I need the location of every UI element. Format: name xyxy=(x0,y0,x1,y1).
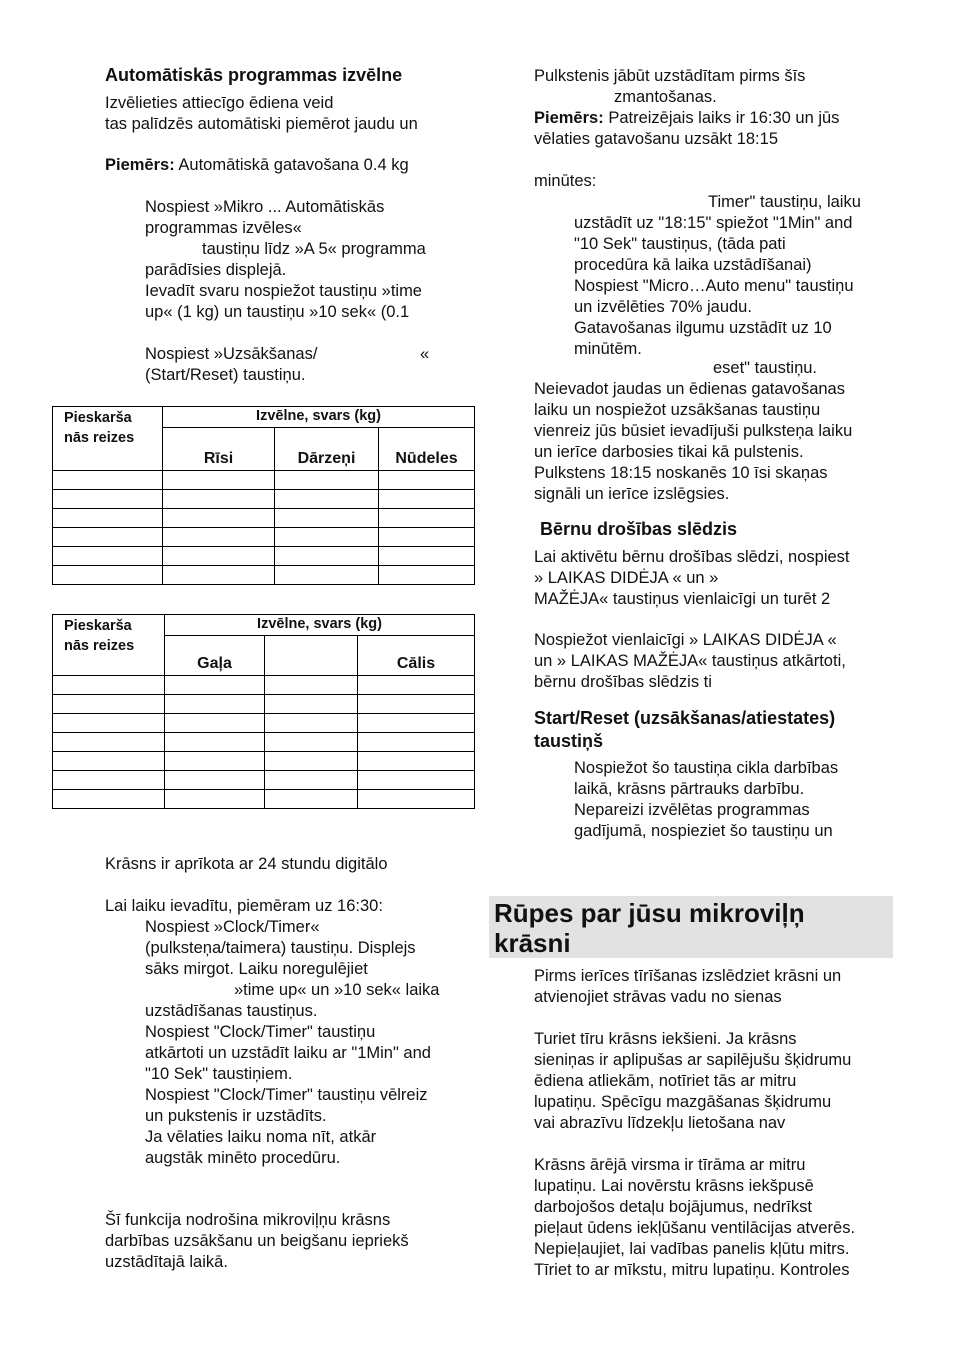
table-row xyxy=(53,566,475,585)
table-corner-header: Pieskarša nās reizes xyxy=(53,615,165,676)
preset-step-line: procedūra kā laika uzstādīšanai) xyxy=(574,256,812,274)
auto-step-line: programmas izvēles« xyxy=(145,219,302,237)
preset-top-line: zmantošanas. xyxy=(614,88,717,106)
auto-text-line: tas palīdzēs automātiski piemērot jaudu un xyxy=(105,115,418,133)
care-line: darbojošos detaļu bojājumus, nedrīkst xyxy=(534,1198,812,1216)
weight-table-1 xyxy=(52,406,475,585)
clock-step-line: un pukstenis ir uzstādīts. xyxy=(145,1107,327,1125)
start-reset-line: Nepareizi izvēlētas programmas xyxy=(574,801,810,819)
child-lock-line: » LAIKAS DIDĖJA « un » xyxy=(534,569,719,587)
care-line: lupatiņu. Spēcīgu mazgāšanas šķidrumu xyxy=(534,1093,832,1111)
start-reset-line: gadījumā, nospieziet šo taustiņu un xyxy=(574,822,833,840)
preset-step-line: "10 Sek" taustiņus, (tāda pati xyxy=(574,235,786,253)
care-line: vai abrazīvu līdzekļu lietošana nav xyxy=(534,1114,786,1132)
clock-step-line: "10 Sek" taustiņiem. xyxy=(145,1065,293,1083)
child-lock-line: MAŽĖJA« taustiņus vienlaicīgi un turēt 2 xyxy=(534,590,831,608)
example-text: Patreizējais laiks ir 16:30 un jūs xyxy=(608,109,840,127)
auto-program-title: Automātiskās programmas izvēlne xyxy=(105,65,403,85)
preset-example xyxy=(534,108,839,129)
preset-step-line: un izvēlēties 70% jaudu. xyxy=(574,298,752,316)
auto-step-quote: « xyxy=(420,345,430,363)
care-line: Krāsns ārējā virsma ir tīrāma ar mitru xyxy=(534,1156,806,1174)
care-line: pieļaut ūdens iekļūšanu ventilācijas atverēs. xyxy=(534,1219,856,1237)
weight-table-2 xyxy=(52,614,475,809)
start-reset-title: Start/Reset (uzsākšanas/atiestates) xyxy=(534,708,836,728)
table-group-header: Izvēlne, svars (kg) xyxy=(163,407,475,428)
table-row xyxy=(53,733,475,752)
start-reset-line: Nospiežot šo taustiņa cikla darbības xyxy=(574,759,839,777)
clock-step-line: Nospiest "Clock/Timer" taustiņu xyxy=(145,1023,376,1041)
child-lock-title: Bērnu drošības slēdzis xyxy=(540,519,738,539)
care-line: sieniņas ir aplipušas ar sapilējušu šķidrumu xyxy=(534,1051,852,1069)
table-row xyxy=(53,771,475,790)
example-label: Piemērs: xyxy=(534,109,604,127)
auto-step-line: (Start/Reset) taustiņu. xyxy=(145,366,306,384)
table-column-header: Rīsi xyxy=(163,428,275,471)
child-lock-line: Lai aktivētu bērnu drošības slēdzi, nospiest xyxy=(534,548,850,566)
clock-step-line: Nospiest »Clock/Timer« xyxy=(145,918,320,936)
care-line: Pirms ierīces tīrīšanas izslēdziet krāsni un xyxy=(534,967,842,985)
preset-top-line: Pulkstenis jābūt uzstādītam pirms šīs xyxy=(534,67,806,85)
preset-note-line: vienreiz jūs būsiet ievadījuši pulksteņa laiku xyxy=(534,422,853,440)
clock-step-line: (pulksteņa/taimera) taustiņu. Displejs xyxy=(145,939,416,957)
table-row xyxy=(53,752,475,771)
clock-step-line: Ja vēlaties laiku noma nīt, atkār xyxy=(145,1128,377,1146)
preset-note-line: Neievadot jaudas un ēdienas gatavošanas xyxy=(534,380,845,398)
clock-step-line: sāks mirgot. Laiku noregulējiet xyxy=(145,960,368,978)
clock-step-line: uzstādīšanas taustiņus. xyxy=(145,1002,318,1020)
care-line: Nepieļaujiet, lai vadības panelis kļūtu mitrs. xyxy=(534,1240,850,1258)
table-row xyxy=(53,528,475,547)
auto-step-line: taustiņu līdz »A 5« programma xyxy=(202,240,426,258)
clock-step-line: »time up« un »10 sek« laika xyxy=(234,981,440,999)
example-text: Automātiskā gatavošana 0.4 kg xyxy=(178,156,409,174)
child-lock-line: un » LAIKAS MAŽĖJA« taustiņus atkārtoti, xyxy=(534,652,846,670)
clock-example: Lai laiku ievadītu, piemēram uz 16:30: xyxy=(105,897,383,915)
table-row xyxy=(53,509,475,528)
care-line: ēdiena atliekām, notīriet tās ar mitru xyxy=(534,1072,797,1090)
table-row xyxy=(53,547,475,566)
table-column-header xyxy=(265,636,358,676)
preset-minutes: minūtes: xyxy=(534,172,597,190)
table-row xyxy=(53,471,475,490)
table-column-header: Cālis xyxy=(358,636,475,676)
preset-example-line: vēlaties gatavošanu uzsākt 18:15 xyxy=(534,130,778,148)
preset-step-line: uzstādīt uz "18:15" spiežot "1Min" and xyxy=(574,214,853,232)
table-row xyxy=(53,490,475,509)
preset-step-line: Nospiest "Micro…Auto menu" taustiņu xyxy=(574,277,854,295)
clock-step-line: Nospiest "Clock/Timer" taustiņu vēlreiz xyxy=(145,1086,428,1104)
table-row xyxy=(53,790,475,809)
clock-step-line: atkārtoti un uzstādīt laiku ar "1Min" and xyxy=(145,1044,431,1062)
preset-step-line: Gatavošanas ilgumu uzstādīt uz 10 xyxy=(574,319,832,337)
preset-note-line: laiku un nospiežot uzsākšanas taustiņu xyxy=(534,401,821,419)
table-row xyxy=(53,676,475,695)
clock-intro: Krāsns ir aprīkota ar 24 stundu digitālo xyxy=(105,855,388,873)
child-lock-line: bērnu drošības slēdzis ti xyxy=(534,673,712,691)
table-corner-header: Pieskarša nās reizes xyxy=(53,407,163,471)
auto-step-line: Nospiest »Mikro ... Automātiskās xyxy=(145,198,385,216)
auto-step-line: parādīsies displejā. xyxy=(145,261,287,279)
preset-line: uzstādītajā laikā. xyxy=(105,1253,228,1271)
preset-note-line: Pulkstens 18:15 noskanēs 10 īsi skaņas xyxy=(534,464,828,482)
table-column-header: Dārzeņi xyxy=(275,428,379,471)
preset-step-line: minūtēm. xyxy=(574,340,642,358)
preset-step-line: Timer" taustiņu, laiku xyxy=(708,193,861,211)
table-row xyxy=(53,714,475,733)
auto-step-line: Nospiest »Uzsākšanas/ xyxy=(145,345,318,363)
table-column-header: Nūdeles xyxy=(379,428,475,471)
table-row xyxy=(53,695,475,714)
start-reset-line: laikā, krāsns pārtrauks darbību. xyxy=(574,780,805,798)
table-group-header: Izvēlne, svars (kg) xyxy=(165,615,475,636)
example-label: Piemērs: xyxy=(105,156,175,174)
auto-text-line: Izvēlieties attiecīgo ēdiena veid xyxy=(105,94,334,112)
care-title: krāsni xyxy=(494,928,571,958)
preset-note-line: un ierīce darbosies tikai kā pulstenis. xyxy=(534,443,804,461)
preset-note-line: signāli un ierīce izslēgsies. xyxy=(534,485,730,503)
care-line: Tīriet to ar mīkstu, mitru lupatiņu. Kontroles xyxy=(534,1261,850,1279)
care-line: Turiet tīru krāsns iekšieni. Ja krāsns xyxy=(534,1030,797,1048)
care-line: lupatiņu. Lai novērstu krāsns iekšpusē xyxy=(534,1177,814,1195)
care-title: Rūpes par jūsu mikroviļņ xyxy=(494,898,805,928)
preset-line: darbības uzsākšanu un beigšanu iepriekš xyxy=(105,1232,409,1250)
start-reset-title: taustiņš xyxy=(534,731,604,751)
auto-step-line: up« (1 kg) un taustiņu »10 sek« (0.1 xyxy=(145,303,410,321)
preset-line: Šī funkcija nodrošina mikroviļņu krāsns xyxy=(105,1211,391,1229)
child-lock-line: Nospiežot vienlaicīgi » LAIKAS DIDĖJA « xyxy=(534,631,837,649)
auto-example xyxy=(105,155,409,176)
care-line: atvienojiet strāvas vadu no sienas xyxy=(534,988,782,1006)
clock-step-line: augstāk minēto procedūru. xyxy=(145,1149,341,1167)
table-column-header: Gaļa xyxy=(165,636,265,676)
auto-step-line: Ievadīt svaru nospiežot taustiņu »time xyxy=(145,282,422,300)
preset-step-line: eset" taustiņu. xyxy=(713,359,818,377)
